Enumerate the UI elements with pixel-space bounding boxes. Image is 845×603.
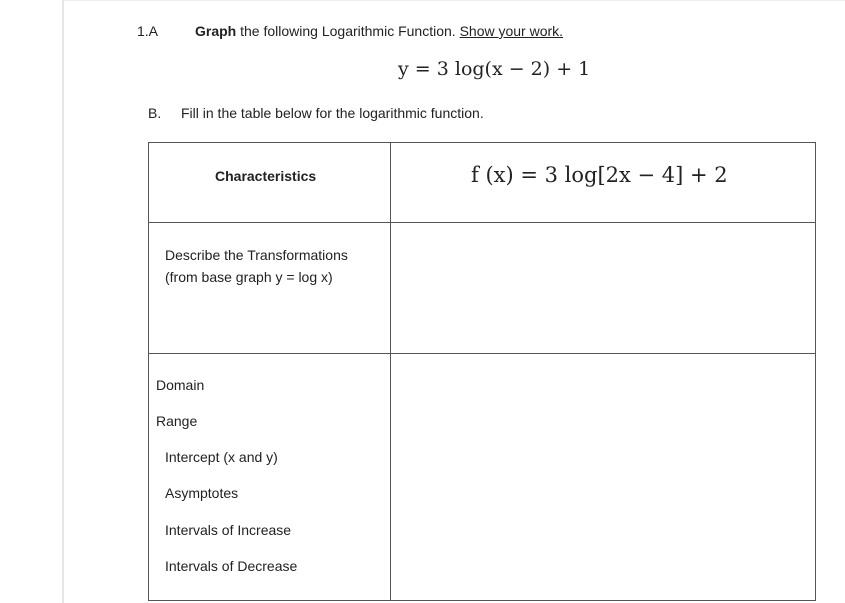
intervals-decrease-label: Intervals of Decrease	[165, 558, 298, 574]
question-a-number: 1.A	[137, 23, 159, 39]
table-row-divider	[149, 222, 815, 223]
intercept-label: Intercept (x and y)	[165, 449, 278, 465]
characteristics-table	[148, 142, 816, 601]
transformations-sublabel: (from base graph y = log x)	[165, 269, 333, 285]
show-work-underlined: Show your work.	[459, 23, 564, 39]
page-top-rule	[64, 0, 845, 1]
question-a-bold-label: Graph	[195, 23, 237, 39]
question-b-text: Fill in the table below for the logarithmic function.	[181, 105, 484, 121]
table-row-divider	[149, 353, 815, 354]
table-column-divider	[390, 143, 391, 600]
question-a-text	[195, 23, 563, 39]
transformations-label: Describe the Transformations	[165, 247, 348, 263]
domain-label: Domain	[156, 377, 205, 393]
header-function: f (x) = 3 log[2x − 4] + 2	[471, 163, 728, 187]
range-label: Range	[156, 413, 198, 429]
question-a-instruction: the following Logarithmic Function.	[236, 23, 460, 39]
equation-y: y = 3 log(x − 2) + 1	[398, 58, 591, 80]
header-characteristics: Characteristics	[215, 168, 317, 184]
intervals-increase-label: Intervals of Increase	[165, 522, 292, 538]
asymptotes-label: Asymptotes	[165, 485, 239, 501]
question-b-number: B.	[148, 105, 162, 121]
page-margin-rule	[62, 0, 64, 603]
